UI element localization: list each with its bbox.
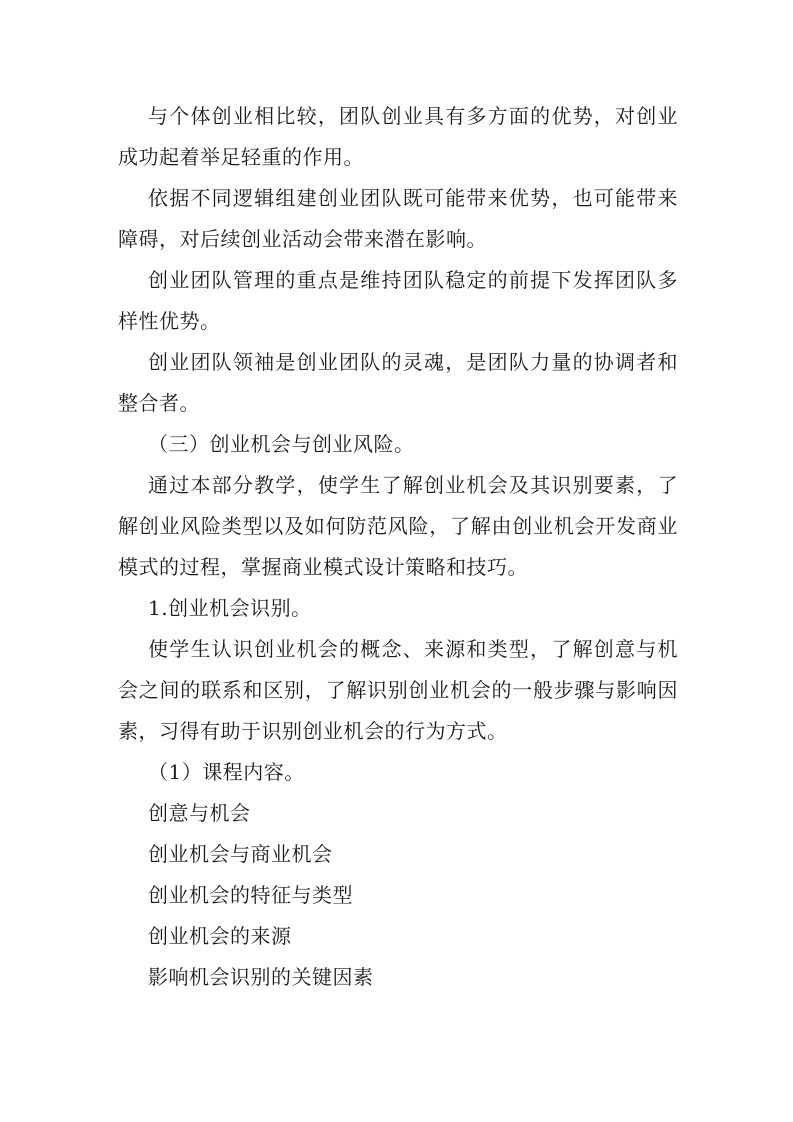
subsection-heading-opportunity-recognition: 1.创业机会识别。	[148, 596, 312, 620]
paragraph-teaching-goal: 通过本部分教学，使学生了解创业机会及其识别要素，了解创业风险类型以及如何防范风险，了解由创业机会开发商业模式的过程，掌握商业模式设计策略和技巧。	[118, 473, 678, 579]
section-heading-opportunity-risk: （三）创业机会与创业风险。	[148, 432, 415, 456]
subheading-course-content: （1）课程内容。	[148, 760, 305, 784]
document-body	[118, 96, 678, 998]
list-item: 创业机会的特征与类型	[148, 883, 353, 907]
paragraph-recognition-goal: 使学生认识创业机会的概念、来源和类型，了解创意与机会之间的联系和区别，了解识别创业机会的一般步骤与影响因素，习得有助于识别创业机会的行为方式。	[118, 637, 678, 743]
list-item: 创业机会与商业机会	[148, 842, 333, 866]
paragraph-team-leader: 创业团队领袖是创业团队的灵魂，是团队力量的协调者和整合者。	[118, 350, 678, 415]
paragraph-team-logic: 依据不同逻辑组建创业团队既可能带来优势，也可能带来障碍，对后续创业活动会带来潜在影响。	[118, 186, 678, 251]
list-item: 创业机会的来源	[148, 924, 292, 948]
paragraph-team-advantage: 与个体创业相比较，团队创业具有多方面的优势，对创业成功起着举足轻重的作用。	[118, 104, 678, 169]
list-item: 创意与机会	[148, 801, 251, 825]
list-item: 影响机会识别的关键因素	[148, 965, 374, 989]
paragraph-team-management: 创业团队管理的重点是维持团队稳定的前提下发挥团队多样性优势。	[118, 268, 678, 333]
